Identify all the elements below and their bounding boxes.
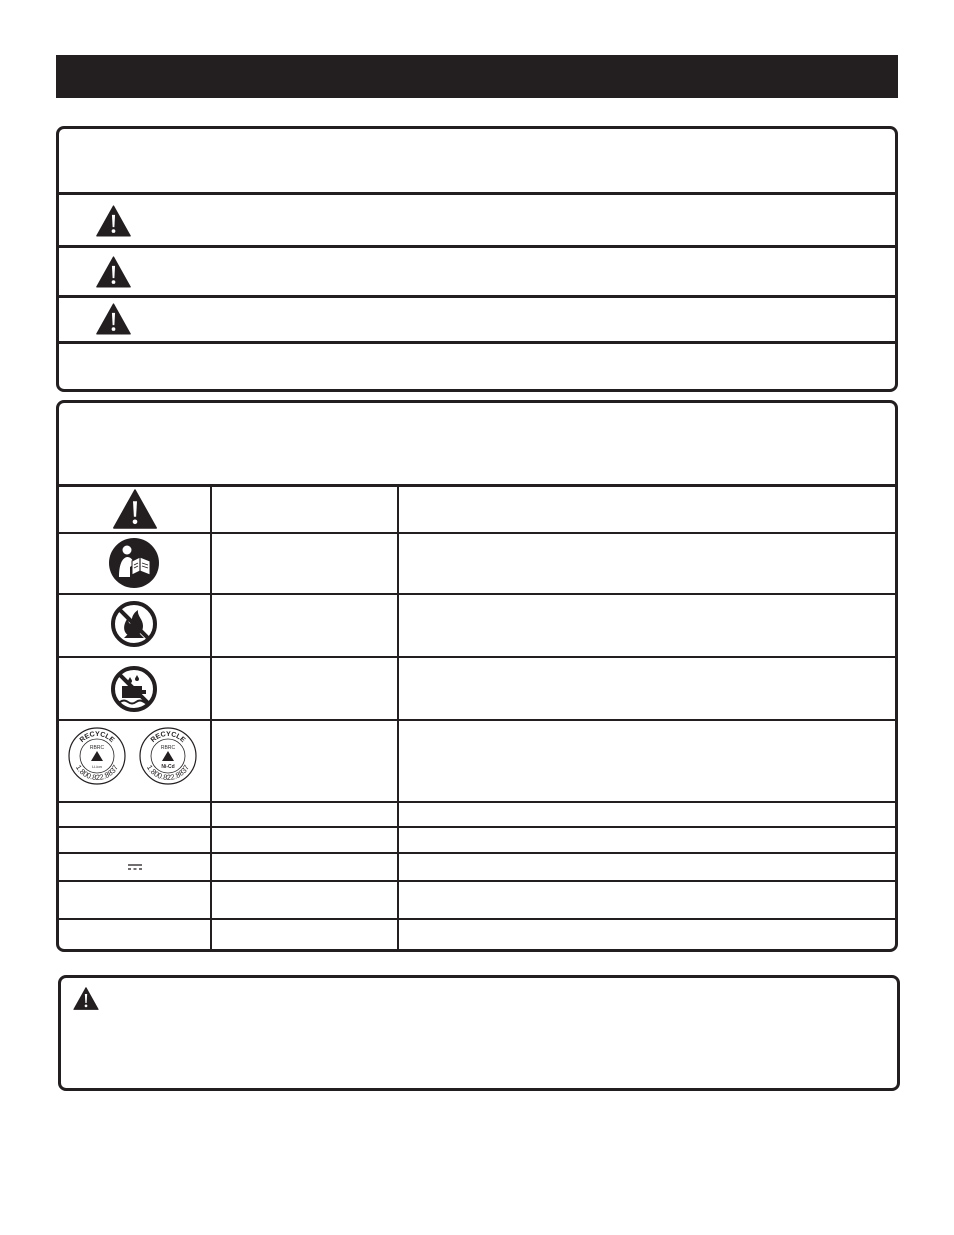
direct-current-icon (128, 863, 142, 871)
read-manual-icon (108, 537, 160, 589)
recycle-seal-top-text: RECYCLE (78, 730, 116, 745)
recycle-seal-mid-text: RBRC (160, 745, 176, 751)
warning-triangle-icon (73, 987, 99, 1010)
recycle-seal-phone: 1.800.822.8837 (73, 763, 121, 783)
warning-box (58, 975, 900, 1091)
recycle-seal-mid-text: RBRC (89, 745, 105, 751)
warning-triangle-icon (96, 303, 131, 335)
warning-triangle-icon (96, 256, 131, 288)
recycle-seal-top-text: RECYCLE (149, 730, 187, 745)
signal-words-box (56, 126, 898, 392)
warning-triangle-icon (112, 489, 158, 529)
rbrc-recycle-seal-icon (138, 726, 198, 790)
no-flame-icon (110, 600, 158, 648)
no-water-battery-icon (110, 665, 158, 713)
recycle-seal-badge: Li-ion (92, 764, 102, 769)
recycle-seal-badge: Ni-Cd (161, 764, 175, 770)
recycle-seal-phone: 1.800.822.8837 (144, 763, 192, 783)
symbols-box (56, 400, 898, 952)
warning-triangle-icon (96, 205, 131, 237)
rbrc-recycle-seal-icon (67, 726, 127, 790)
header-bar (56, 55, 898, 98)
